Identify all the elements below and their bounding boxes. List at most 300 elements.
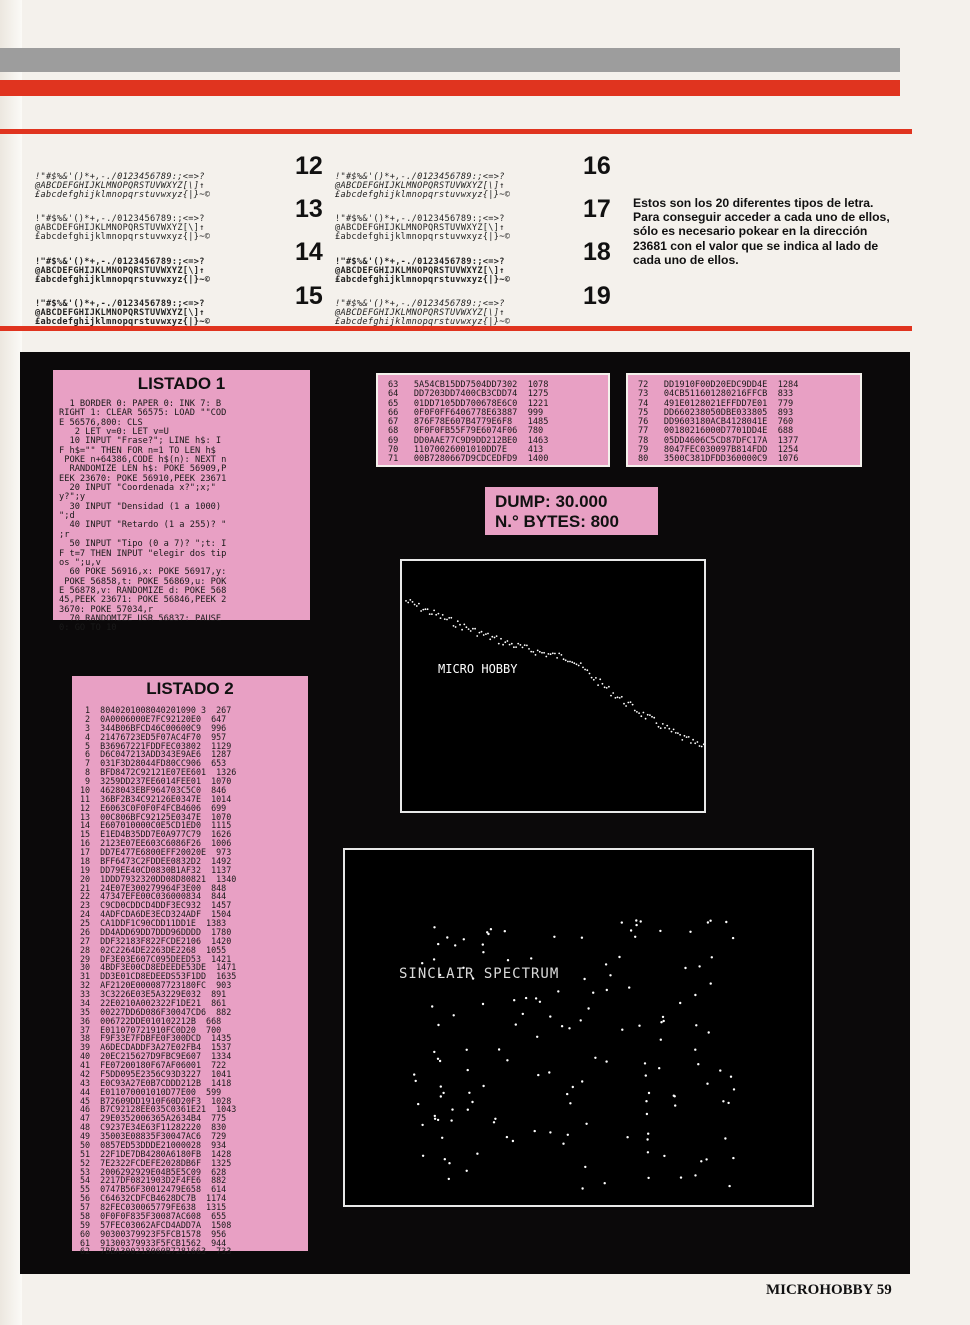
screen-dot [732, 1157, 734, 1159]
listado-2-box [72, 676, 308, 1257]
screen-dot [541, 652, 543, 654]
screen-dot [694, 742, 696, 744]
screen-dot [658, 1067, 660, 1069]
red-stripe-top [0, 80, 900, 96]
screen-dot [507, 959, 509, 961]
listado-1-box [53, 370, 310, 634]
screen-dot [490, 928, 492, 930]
screen-dot [630, 929, 632, 931]
screen-dot [433, 926, 435, 928]
screen-1-canvas [402, 561, 704, 811]
screen-dot [568, 1027, 570, 1029]
screen-dot [453, 1014, 455, 1016]
font-sample-13: !"#$%&'()*+,-./0123456789:;<=>? @ABCDEFGHIJKLMNOPQRSTUVWXYZ[\]↑ £abcdefghijklmnopqrstuvwxyz{|}~© [35, 214, 211, 242]
screen-dot [563, 658, 565, 660]
screen-dot [584, 1166, 586, 1168]
screen-dot [509, 644, 511, 646]
screen-dot [520, 644, 522, 646]
screen-dot [494, 637, 496, 639]
screen-dot [584, 669, 586, 671]
screen-dot [476, 1153, 478, 1155]
screen-dot [694, 994, 696, 996]
listado-1-code: 1 BORDER 0: PAPER 0: INK 7: B RIGHT 1: CLEAR 56575: LOAD ""COD E 56576,800: CLS 2 LET v=0: LET v=U 10 INPUT "Frase?"; LINE h$: I F h$="" THEN FOR n=1 TO LEN h$ POKE n+64386,CODE h$(n): NEXT n RANDOMIZE LEN h$: POKE 56909,P EEK 23670: POKE 56910,PEEK 23671 20 INPUT "Coordenada x?";x;" y?";y 30 INPUT "Densidad (1 a 1000) ";d 40 INPUT "Retardo (1 a 255)? " ;r 50 INPUT "Tipo (0 a 7)? ";t: I F t=7 THEN INPUT "elegir dos tip os ";u,v 60 POKE 56916,x: POKE 56917,y: POKE 56858,t: POKE 56869,u: POK E 56878,v: RANDOMIZE d: POKE 568 45,PEEK 23671: POKE 56846,PEEK 2 3670: POKE 57034,r 70 RANDOMIZE USR 56837: PAUSE 0: GO TO 10 [59, 399, 227, 634]
screen-dot [671, 731, 673, 733]
screen-dot [457, 620, 459, 622]
screen-dot [454, 944, 456, 946]
font-number-16: 16 [583, 152, 611, 180]
hex-listing-left [376, 373, 610, 467]
screen-dot [646, 1138, 648, 1140]
screen-dot [585, 1123, 587, 1125]
screen-dot [528, 648, 530, 650]
screen-dot [615, 697, 617, 699]
screen-dot [474, 628, 476, 630]
screen-dot [487, 633, 489, 635]
screen-dot [433, 958, 435, 960]
screen-dot [489, 638, 491, 640]
screen-dot [422, 609, 424, 611]
font-number-12: 12 [295, 152, 323, 180]
screen-dot [504, 641, 506, 643]
screen-dot [535, 654, 537, 656]
font-sample-16: !"#$%&'()*+,-./0123456789:;<=>? @ABCDEFGHIJKLMNOPQRSTUVWXYZ[\]↑ £abcdefghijklmnopqrstuvwxyz{|}~© [335, 172, 511, 200]
hex-listing-left-code: 63 5A54CB15DD7504DD7302 1078 64 DD7203DD7400CB3CDD74 1275 65 01DD7105DD700678E6C0 1221 66 0F0F0FF6406778E63887 999 67 876F78E607B4779E6F8 1485 68 0F0F0FB55F79E6074F06 780 69 DD0AAE77C9D9DD212BE0 1463 70 11070026001010DD7E 413 71 00B7280667D9CDCEDFD9 1400 [388, 380, 549, 465]
screen-dot [461, 629, 463, 631]
screen-dot [545, 656, 547, 658]
screen-dot [706, 1083, 708, 1085]
screen-dot [427, 608, 429, 610]
screen-dot [597, 684, 599, 686]
screen-dot [431, 1005, 433, 1007]
screen-dot [493, 1121, 495, 1123]
screen-dot [414, 604, 416, 606]
screen-dot [561, 1025, 563, 1027]
red-rule-top [0, 129, 912, 134]
screen-dot [451, 1108, 453, 1110]
screen-dot [569, 1102, 571, 1104]
screen-dot [431, 613, 433, 615]
screen-dot [724, 1137, 726, 1139]
screen-dot [697, 741, 699, 743]
screen-dot [707, 921, 709, 923]
screen-dot [459, 624, 461, 626]
screen-dot [429, 613, 431, 615]
screen-dot [512, 1140, 514, 1142]
screen-dot [594, 1057, 596, 1059]
font-sample-12: !"#$%&'()*+,-./0123456789:;<=>? @ABCDEFGHIJKLMNOPQRSTUVWXYZ[\]↑ £abcdefghijklmnopqrstuvwxyz{|}~© [35, 172, 211, 200]
screen-dot [630, 701, 632, 703]
screen-dot [448, 1178, 450, 1180]
screen-microhobby-effect [400, 559, 706, 813]
screen-dot [567, 661, 569, 663]
font-number-13: 13 [295, 195, 323, 223]
screen-dot [444, 618, 446, 620]
screen-dot [438, 613, 440, 615]
screen-dot [680, 1176, 682, 1178]
screen-dot [530, 957, 532, 959]
screen-dot [578, 665, 580, 667]
screen-dot [507, 640, 509, 642]
screen-dot [434, 1115, 436, 1117]
screen-dot [502, 644, 504, 646]
screen-dot [606, 687, 608, 689]
screen-dot [442, 614, 444, 616]
screen-dot [581, 1187, 583, 1189]
screen-dot [565, 659, 567, 661]
screen-dot [730, 1076, 732, 1078]
screen-dot [636, 711, 638, 713]
screen-dot [558, 653, 560, 655]
screen-dot [435, 614, 437, 616]
screen-dot [413, 1073, 415, 1075]
screen-dot [572, 1086, 574, 1088]
grey-stripe [0, 48, 900, 72]
screen-dot [482, 1003, 484, 1005]
screen-dot [605, 1060, 607, 1062]
screen-dot [498, 643, 500, 645]
screen-dot [589, 673, 591, 675]
screen-dot [635, 924, 637, 926]
screen-dot [684, 735, 686, 737]
screen-dot [467, 1109, 469, 1111]
screen-dot [619, 697, 621, 699]
screen-dot [660, 1039, 662, 1041]
screen-dot [433, 1051, 435, 1053]
screen-dot [662, 1016, 664, 1018]
screen-dot [446, 619, 448, 621]
screen-dot [448, 1162, 450, 1164]
screen-dot [506, 1059, 508, 1061]
screen-dot [626, 1136, 628, 1138]
screen-dot [494, 1118, 496, 1120]
screen-dot [535, 997, 537, 999]
screen-dot [733, 1088, 735, 1090]
screen-dot [549, 1015, 551, 1017]
screen-sinclair-effect [343, 848, 814, 1207]
screen-dot [679, 1002, 681, 1004]
screen-dot [567, 1134, 569, 1136]
screen-dot [485, 633, 487, 635]
screen-dot [481, 631, 483, 633]
screen-dot [621, 921, 623, 923]
screen-dot [703, 743, 704, 745]
screen-dot [425, 608, 427, 610]
screen-dot [604, 1182, 606, 1184]
screen-dot [686, 736, 688, 738]
screen-dot [618, 956, 620, 958]
screen-dot [625, 705, 627, 707]
screen-dot [694, 1174, 696, 1176]
screen-dot [482, 951, 484, 953]
screen-dot [405, 600, 407, 602]
screen-dot [515, 646, 517, 648]
screen-dot [632, 704, 634, 706]
screen-dot [482, 1085, 484, 1087]
screen-dot [537, 650, 539, 652]
screen-dot [647, 1151, 649, 1153]
dump-bytes: N.° BYTES: 800 [495, 512, 619, 531]
screen-dot [522, 647, 524, 649]
screen-dot [420, 610, 422, 612]
screen-dot [634, 936, 636, 938]
screen-dot [415, 1080, 417, 1082]
screen-dot [673, 729, 675, 731]
screen-2-dots [413, 919, 735, 1189]
screen-dot [580, 662, 582, 664]
screen-dot [476, 635, 478, 637]
screen-dot [663, 1155, 665, 1157]
screen-dot [506, 1136, 508, 1138]
screen-dot [468, 628, 470, 630]
screen-dot [491, 636, 493, 638]
screen-dot [645, 718, 647, 720]
screen-dot [549, 1131, 551, 1133]
screen-dot [479, 632, 481, 634]
screen-dot [409, 599, 411, 601]
font-number-15: 15 [295, 282, 323, 310]
screen-dot [664, 727, 666, 729]
screen-dot [418, 603, 420, 605]
screen-dot [517, 643, 519, 645]
screen-dot [571, 661, 573, 663]
screen-dot [573, 662, 575, 664]
screen-dot [663, 1020, 665, 1022]
screen-dot [604, 686, 606, 688]
screen-dot [440, 1095, 442, 1097]
screen-dot [470, 630, 472, 632]
screen-dot [446, 936, 448, 938]
screen-dot [434, 1118, 436, 1120]
screen-dot [566, 1093, 568, 1095]
screen-dot [557, 990, 559, 992]
screen-dot [628, 986, 630, 988]
screen-dot [522, 1013, 524, 1015]
screen-dot [496, 635, 498, 637]
font-caption: Estos son los 20 diferentes tipos de letra. Para conseguir acceder a cada uno de ellos, sólo es necesario pokear en la dirección 23681 con el valor que se indica al lado de cada uno de ellos. [633, 196, 890, 267]
screen-dot [543, 652, 545, 654]
screen-dot [463, 624, 465, 626]
screen-dot [442, 1092, 444, 1094]
screen-dot [659, 930, 661, 932]
screen-dot [537, 1074, 539, 1076]
screen-dot [463, 938, 465, 940]
screen-dot [587, 1007, 589, 1009]
screen-dot [486, 931, 488, 933]
dump-info [485, 487, 658, 535]
screen-dot [500, 638, 502, 640]
screen-dot [437, 1024, 439, 1026]
screen-dot [689, 931, 691, 933]
font-sample-19: !"#$%&'()*+,-./0123456789:;<=>? @ABCDEFGHIJKLMNOPQRSTUVWXYZ[\]↑ £abcdefghijklmnopqrstuvwxyz{|}~© [335, 299, 511, 327]
screen-dot [433, 610, 435, 612]
screen-dot [483, 634, 485, 636]
screen-dot [638, 712, 640, 714]
screen-dot [466, 626, 468, 628]
screen-dot [591, 677, 593, 679]
screen-dot [450, 617, 452, 619]
screen-dot [606, 989, 608, 991]
screen-dot [646, 1113, 648, 1115]
screen-dot [539, 651, 541, 653]
screen-dot [581, 1080, 583, 1082]
screen-dot [455, 626, 457, 628]
screen-dot [440, 617, 442, 619]
screen-dot [561, 654, 563, 656]
screen-dot [617, 696, 619, 698]
screen-dot [662, 723, 664, 725]
screen-dot [448, 617, 450, 619]
screen-dot [701, 746, 703, 748]
screen-dot [553, 936, 555, 938]
screen-dot [688, 736, 690, 738]
dump-address: DUMP: 30.000 [495, 492, 608, 511]
font-sample-14: !"#$%&'()*+,-./0123456789:;<=>? @ABCDEFGHIJKLMNOPQRSTUVWXYZ[\]↑ £abcdefghijklmnopqrstuvwxyz{|}~© [35, 257, 211, 285]
font-sample-18: !"#$%&'()*+,-./0123456789:;<=>? @ABCDEFGHIJKLMNOPQRSTUVWXYZ[\]↑ £abcdefghijklmnopqrstuvwxyz{|}~© [335, 257, 511, 285]
screen-dot [609, 974, 611, 976]
screen-dot [468, 1092, 470, 1094]
screen-dot [610, 695, 612, 697]
screen-dot [482, 943, 484, 945]
screen-dot [643, 712, 645, 714]
screen-dot [440, 1085, 442, 1087]
screen-dot [660, 1021, 662, 1023]
screen-2-canvas [345, 850, 812, 1205]
screen-dot [699, 745, 701, 747]
screen-dot [697, 1063, 699, 1065]
screen-dot [580, 1019, 582, 1021]
screen-dot [416, 605, 418, 607]
screen-dot [422, 1155, 424, 1157]
screen-dot [498, 1048, 500, 1050]
screen-dot [698, 965, 700, 967]
screen-dot [674, 1104, 676, 1106]
screen-dot [450, 1119, 452, 1121]
screen-dot [725, 921, 727, 923]
screen-dot [635, 919, 637, 921]
screen-dot [690, 742, 692, 744]
screen-dot [511, 643, 513, 645]
screen-dot [647, 1133, 649, 1135]
screen-dot [534, 1130, 536, 1132]
screen-dot [536, 1036, 538, 1038]
screen-dot [437, 943, 439, 945]
screen-dot [525, 997, 527, 999]
screen-dot [504, 930, 506, 932]
screen-dot [658, 726, 660, 728]
screen-dot [674, 1095, 676, 1097]
screen-dot [548, 1071, 550, 1073]
font-sample-17: !"#$%&'()*+,-./0123456789:;<=>? @ABCDEFGHIJKLMNOPQRSTUVWXYZ[\]↑ £abcdefghijklmnopqrstuvwxyz{|}~© [335, 214, 511, 242]
screen-dot [708, 1031, 710, 1033]
screen-dot [412, 601, 414, 603]
screen-dot [556, 657, 558, 659]
screen-dot [599, 678, 601, 680]
font-number-14: 14 [295, 238, 323, 266]
screen-dot [437, 1119, 439, 1121]
screen-dot [623, 703, 625, 705]
screen-dot [612, 692, 614, 694]
screen-dot [638, 1025, 640, 1027]
screen-dot [634, 710, 636, 712]
screen-dot [583, 978, 585, 980]
screen-dot [648, 1092, 650, 1094]
screen-2-text: SINCLAIR SPECTRUM [399, 966, 560, 982]
screen-dot [569, 661, 571, 663]
screen-dot [439, 1060, 441, 1062]
screen-dot [681, 739, 683, 741]
screen-dot [437, 1058, 439, 1060]
font-number-17: 17 [583, 195, 611, 223]
screen-dot [709, 920, 711, 922]
screen-dot [595, 677, 597, 679]
screen-dot [621, 1029, 623, 1031]
screen-dot [732, 937, 734, 939]
screen-dot [605, 963, 607, 965]
screen-dot [532, 651, 534, 653]
screen-dot [711, 956, 713, 958]
screen-dot [668, 728, 670, 730]
screen-dot [684, 967, 686, 969]
screen-dot [727, 1102, 729, 1104]
screen-dot [677, 732, 679, 734]
screen-dot [472, 628, 474, 630]
screen-dot [562, 1143, 564, 1145]
screen-dot [407, 602, 409, 604]
screen-dot [608, 686, 610, 688]
screen-dot [530, 651, 532, 653]
screen-dot [515, 1023, 517, 1025]
screen-dot [653, 717, 655, 719]
screen-dot [526, 645, 528, 647]
page-spine [0, 0, 22, 1325]
screen-dot [719, 1069, 721, 1071]
screen-dot [513, 999, 515, 1001]
screen-dot [621, 696, 623, 698]
screen-dot [466, 1170, 468, 1172]
screen-dot [645, 1100, 647, 1102]
screen-dot [421, 962, 423, 964]
screen-dot [513, 646, 515, 648]
screen-dot [524, 644, 526, 646]
screen-dot [692, 739, 694, 741]
screen-dot [466, 1049, 468, 1051]
screen-dot [694, 1049, 696, 1051]
font-sample-15: !"#$%&'()*+,-./0123456789:;<=>? @ABCDEFGHIJKLMNOPQRSTUVWXYZ[\]↑ £abcdefghijklmnopqrstuvwxyz{|}~© [35, 299, 211, 327]
screen-dot [649, 714, 651, 716]
listado-2-code: 1 8040201008040201090 3 267 2 0A0006000E7FC92120E0 647 3 344B06BFCD46C00600C9 996 4 21476723ED5F07AC4F70 957 5 B36967221FDDFEC03802 1129 6 D6C047213ADD343E9AE6 1287 7 031F3D28044FD80CC906 653 8 BFD8472C92121E07EE601 1326 9 3259DD237EE6014FEE01 1070 10 4628043EBF964703C5C0 846 11 36BF2B34C92126E0347E 1014 12 E6063C0F0F0F4FCB4606 699 13 00C806BFC92125E0347E 1070 14 E607010000C0E5CD1ED0 1115 15 E1ED4B35DD7E0A977C79 1626 16 2123E07EE603C6086F26 1006 17 DD7E477E6800EFF20020E 973 18 BFF6473C2FDDEE0832D2 1492 19 DD79EE40CD0830B1AF32 1137 20 1DDD7932320DD08D80821 1340 21 24E07E300279964F3E00 848 22 47347EFE00C036000834 844 23 C9CD0CDDCD4DDF3EC932 1457 24 4ADFCDA6DE3ECD324ADF 1504 25 CA1DDF1C90CDD11DD1E 1383 26 DD4ADD69DD7DDD96DDDD 1780 27 DDF32183F822FCDE2106 1420 28 02C2264DE2263DE2268 1055 29 DF3E03E607C095DEED53 1421 30 4BDF3E00CD8EDEEDE53DE 1471 31 DD3E01CD8EDEEDS53F1DD 1635 32 AF2120E000087723180FC 903 33 3C3226E03E5A3229E032 891 34 22E0210A002322F1DE21 861 35 00227DD6D086F30047CD6 882 36 006722DDE010102212B 668 37 E011070721910FC0D20 700 38 F9F33E7FDBFE0F300DCD 1435 39 A6DECDADDF3A27E02FB4 1537 40 20EC215627D9FBC9E607 1334 41 FE07200180F67AF06001 722 42 F5DD095E2356C93D3227 1041 43 E0C93A27E0B7CDDD212B 1418 44 E011070001010D77E00 599 45 B72609DD1910F60D20F3 1028 46 B7C92128EE035C0361E21 1043 47 29E0352006365A2634B4 775 48 C9237E34E63F11282220 830 49 35003E08835F30047AC6 729 50 0857ED53DDDE21000028 934 51 22F1DE7DB4280A6180FB 1428 52 7E2322FCDEFE2028DB6F 1325 53 2006292929E04B5E5C09 628 54 2217DF0821903D2F4FE6 882 55 0747B56F30012479E658 614 56 C64632CDFCB4628DC7B 1174 57 82FEC030065779FE638 1315 58 0F0F0F835F30087AC608 655 59 57FEC03062AFCD4ADD7A 1508 60 90300379923F5FCB1578 956 61 91300379933F5FCB1562 944 62 7BBA300218060B7281663 733 [80, 705, 237, 1257]
screen-dot [647, 1177, 649, 1179]
screen-dot [552, 652, 554, 654]
screen-dot [666, 725, 668, 727]
screen-dot [539, 1001, 541, 1003]
screen-dot [656, 722, 658, 724]
screen-dot [651, 716, 653, 718]
screen-dot [710, 982, 712, 984]
screen-dot [640, 920, 642, 922]
screen-dot [421, 1124, 423, 1126]
screen-dot [444, 1158, 446, 1160]
screen-dot [700, 1160, 702, 1162]
screen-dot [644, 1062, 646, 1064]
screen-dot [602, 683, 604, 685]
screen-dot [679, 734, 681, 736]
hex-listing-right-code: 72 DD1910F00D20EDC9DD4E 1284 73 04CB511601280216FFCB 833 74 491E0128021EFFDD7E01 779 75 DD660238050DBE033805 893 76 DD9603180ACB4128041E 760 77 00180216000D7701DD4E 688 78 05DD4606C5CD87DFC17A 1377 79 8047FEC030097B814FDD 1254 80 3500C381DFDD360000C9 1076 [638, 380, 799, 465]
screen-dot [441, 1137, 443, 1139]
screen-dot [581, 937, 583, 939]
screen-dot [586, 669, 588, 671]
screen-dot [550, 653, 552, 655]
screen-dot [647, 714, 649, 716]
